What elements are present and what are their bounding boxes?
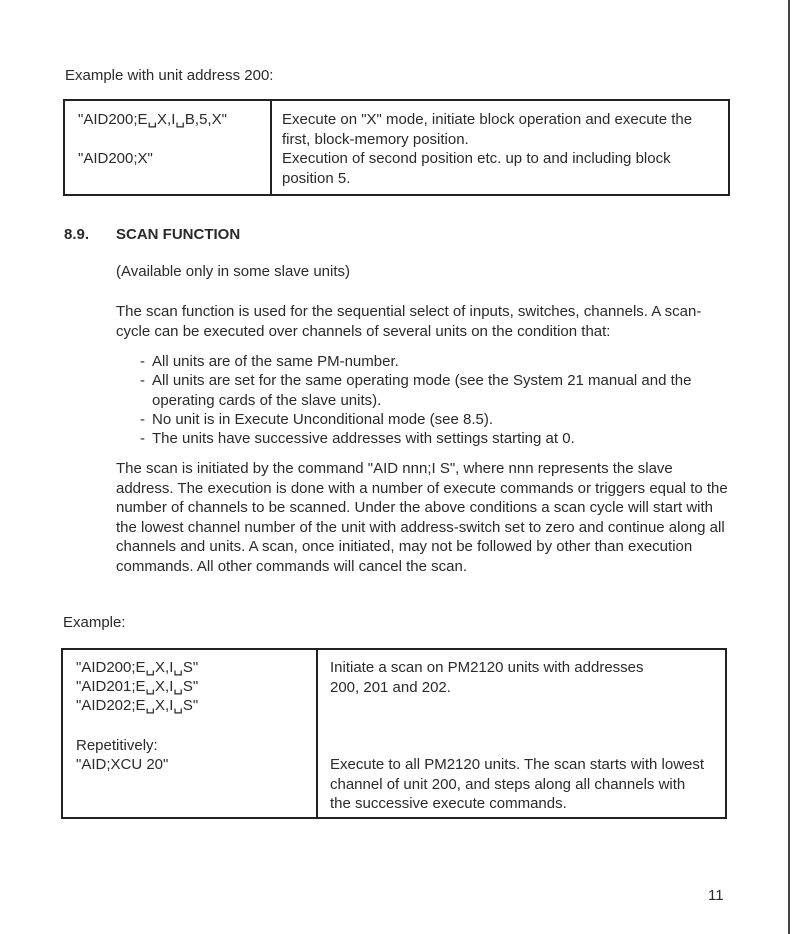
table-description-2: Execution of second position etc. up to and including block position 5. <box>282 150 675 187</box>
list-dash: - <box>140 411 145 428</box>
table-command-2: "AID200;X" <box>78 150 153 167</box>
list-item-text: All units are of the same PM-number. <box>152 353 399 370</box>
list-dash: - <box>140 372 145 389</box>
repeat-command: "AID;XCU 20" <box>76 756 169 773</box>
repeat-label: Repetitively: <box>76 737 158 754</box>
scan-command-3: "AID202;E␣X,I␣S" <box>76 697 199 714</box>
list-item-text: The units have successive addresses with settings starting at 0. <box>152 430 575 447</box>
example1-intro: Example with unit address 200: <box>65 67 274 84</box>
list-item <box>140 371 730 411</box>
list-item-text: All units are set for the same operating mode (see the System 21 manual and the operating cards of the slave units). <box>152 372 696 409</box>
paragraph-1: The scan function is used for the sequential select of inputs, switches, channels. A scan-cycle can be executed over channels of several units on the condition that: <box>116 303 702 340</box>
list-item-text: No unit is in Execute Unconditional mode (see 8.5). <box>152 411 494 428</box>
example2-label: Example: <box>63 614 126 631</box>
scan-command-2: "AID201;E␣X,I␣S" <box>76 678 199 695</box>
table-divider <box>270 101 272 194</box>
table-command-1: "AID200;E␣X,I␣B,5,X" <box>78 111 227 128</box>
availability-note: (Available only in some slave units) <box>116 263 351 280</box>
paragraph-2: The scan is initiated by the command "AID nnn;I S", where nnn represents the slave address. The execution is done with a number of execute commands or triggers equal to the number of channels to be scanned. Under the above conditions a scan cycle will start with the lowest channel number of the unit with address-switch set to zero and continue along all channels and units. A scan, once initiated, may not be followed by other than execution commands. All other commands will cancel the scan. <box>116 460 732 575</box>
list-item <box>140 429 730 449</box>
example2-table <box>61 648 727 819</box>
table-description-1: Execute on "X" mode, initiate block operation and execute the first, block-memory position. <box>282 111 697 148</box>
scan-description-1: Initiate a scan on PM2120 units with addresses 200, 201 and 202. <box>330 659 648 696</box>
section-number: 8.9. <box>64 226 90 243</box>
scan-description-2: Execute to all PM2120 units. The scan starts with lowest channel of unit 200, and steps along all channels with the successive execute commands. <box>330 756 709 812</box>
section-title: SCAN FUNCTION <box>116 226 241 243</box>
list-item <box>140 410 730 430</box>
example1-table <box>63 99 730 196</box>
page-number: 11 <box>708 887 724 904</box>
scan-command-1: "AID200;E␣X,I␣S" <box>76 659 199 676</box>
table-divider <box>316 650 318 817</box>
list-dash: - <box>140 353 145 370</box>
list-item <box>140 352 730 372</box>
list-dash: - <box>140 430 145 447</box>
page-edge <box>788 0 790 934</box>
